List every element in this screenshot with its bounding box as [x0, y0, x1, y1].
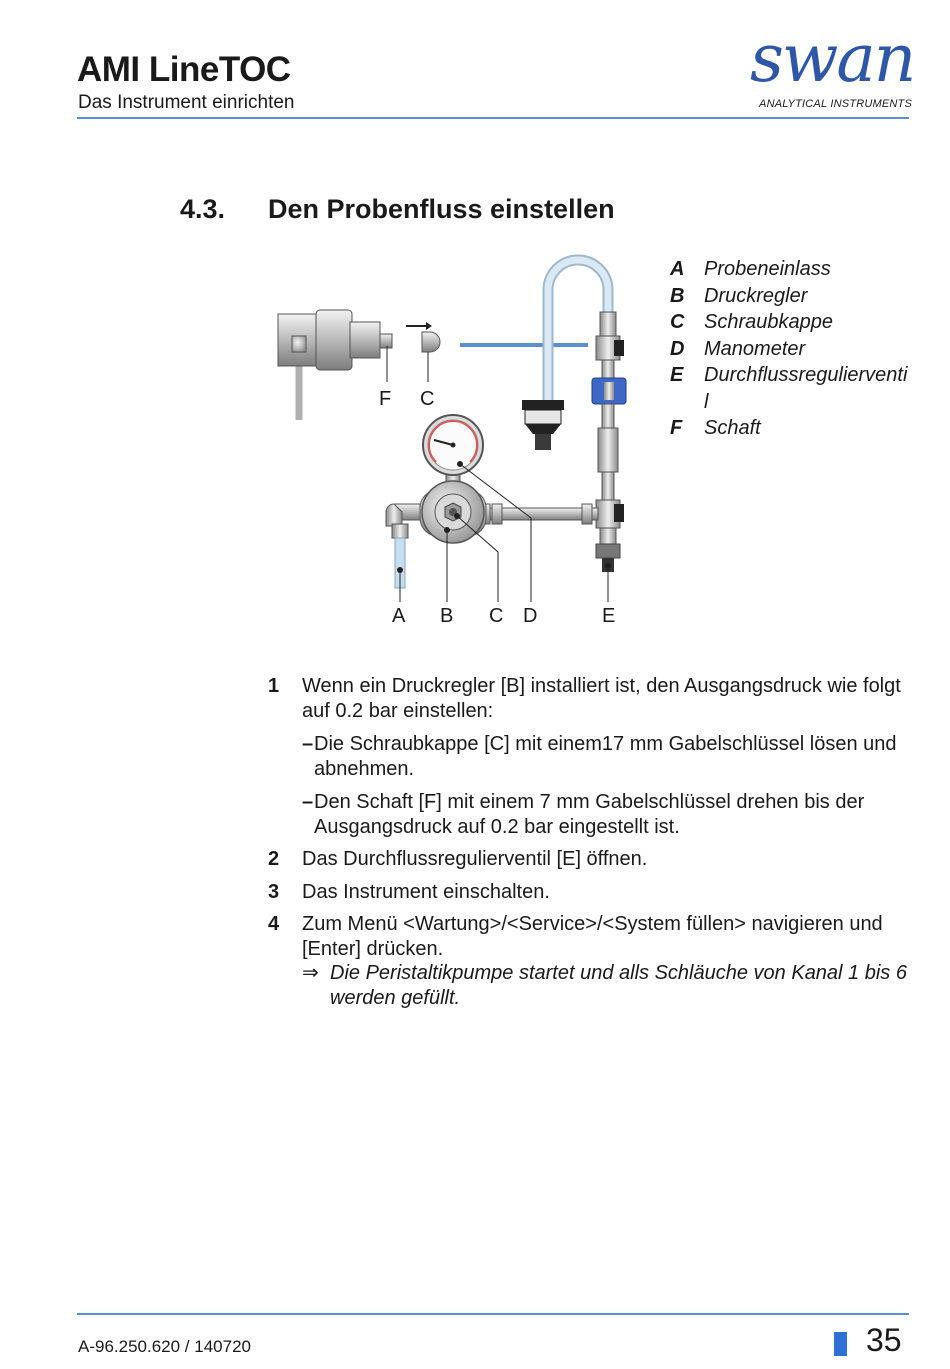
- swan-logo: [750, 20, 915, 114]
- legend-item: [670, 336, 920, 363]
- logo-tagline: ANALYTICAL INSTRUMENTS: [759, 98, 912, 110]
- legend-text: Probeneinlass: [704, 258, 831, 280]
- step-number: 1: [268, 675, 280, 697]
- section-number: 4.3.: [180, 194, 226, 224]
- footer-doc-id: A-96.250.620 / 140720: [78, 1337, 251, 1356]
- sub-step-dash: –: [302, 791, 314, 813]
- legend-item: [670, 309, 920, 336]
- figure-legend: [670, 256, 920, 442]
- step-text: Das Durchflussregulierventil [E] öffnen.: [302, 848, 648, 870]
- result-arrow-icon: ⇒: [302, 962, 319, 984]
- legend-text: Druckregler: [704, 284, 808, 307]
- header-rule: [77, 117, 909, 119]
- step: [268, 674, 918, 839]
- step-number: 3: [268, 880, 280, 903]
- step-text: Wenn ein Druckregler [B] installiert ist, den Ausgangsdruck wie folgt auf 0.2 bar einstellen:: [302, 675, 901, 722]
- legend-letter: D: [670, 337, 685, 360]
- flow-setup-figure: [270, 250, 660, 640]
- legend-letter: C: [670, 311, 685, 333]
- sub-step-text: Die Schraubkappe [C] mit einem17 mm Gabelschlüssel lösen und abnehmen.: [314, 733, 897, 780]
- flow-cell-assembly: [592, 312, 626, 572]
- sub-step: [302, 790, 918, 839]
- legend-text: Schraubkappe: [704, 311, 833, 333]
- section-title: Den Probenfluss einstellen: [268, 194, 615, 224]
- legend-letter: F: [670, 417, 683, 439]
- sub-step: [302, 732, 918, 781]
- figure-label-d: D: [523, 605, 538, 627]
- step-text: Zum Menü <Wartung>/<Service>/<System füllen> navigieren und [Enter] drücken.: [302, 913, 883, 960]
- footer-rule: [77, 1313, 909, 1315]
- page-number: 35: [866, 1322, 902, 1358]
- legend-text: Schaft: [704, 417, 761, 439]
- pressure-regulator: [420, 481, 486, 543]
- drain-funnel: [522, 400, 564, 450]
- flow-setup-illustration: [270, 250, 660, 640]
- sub-step-dash: –: [302, 733, 314, 755]
- step: [268, 880, 918, 905]
- legend-letter: B: [670, 284, 685, 307]
- figure-label-b: B: [440, 605, 454, 627]
- regulator-inset: [278, 310, 440, 420]
- manometer: [423, 415, 483, 488]
- logo-wordmark: swan: [750, 20, 915, 97]
- header-title: AMI LineTOC: [77, 50, 291, 89]
- figure-label-e: E: [602, 605, 616, 627]
- legend-text: Manometer: [704, 337, 806, 360]
- legend-item: [670, 283, 920, 310]
- inset-label-c: C: [420, 388, 435, 410]
- step: [268, 847, 918, 872]
- inset-label-f: F: [379, 388, 392, 410]
- legend-item: [670, 415, 920, 442]
- horizontal-pipe: [470, 504, 598, 524]
- step-result: [302, 961, 918, 1010]
- legend-text: Durchflussregulierventil: [704, 364, 908, 413]
- step-number: 2: [268, 848, 280, 870]
- figure-label-c: C: [489, 605, 504, 627]
- sub-step-text: Den Schaft [F] mit einem 7 mm Gabelschlüssel drehen bis der Ausgangsdruck auf 0.2 bar eingestellt ist.: [314, 791, 865, 838]
- legend-letter: E: [670, 364, 684, 386]
- inlet-elbow: [386, 504, 420, 588]
- step-number: 4: [268, 913, 280, 935]
- legend-letter: A: [670, 258, 685, 280]
- result-text: Die Peristaltikpumpe startet und alls Schläuche von Kanal 1 bis 6 werden gefüllt.: [330, 962, 907, 1009]
- legend-item: [670, 362, 920, 415]
- page-marker: [834, 1332, 847, 1356]
- header-subtitle: Das Instrument einrichten: [78, 92, 295, 113]
- step: [268, 912, 918, 1010]
- instruction-steps: [268, 674, 918, 1018]
- figure-label-a: A: [392, 605, 406, 627]
- step-text: Das Instrument einschalten.: [302, 880, 550, 903]
- legend-item: [670, 256, 920, 283]
